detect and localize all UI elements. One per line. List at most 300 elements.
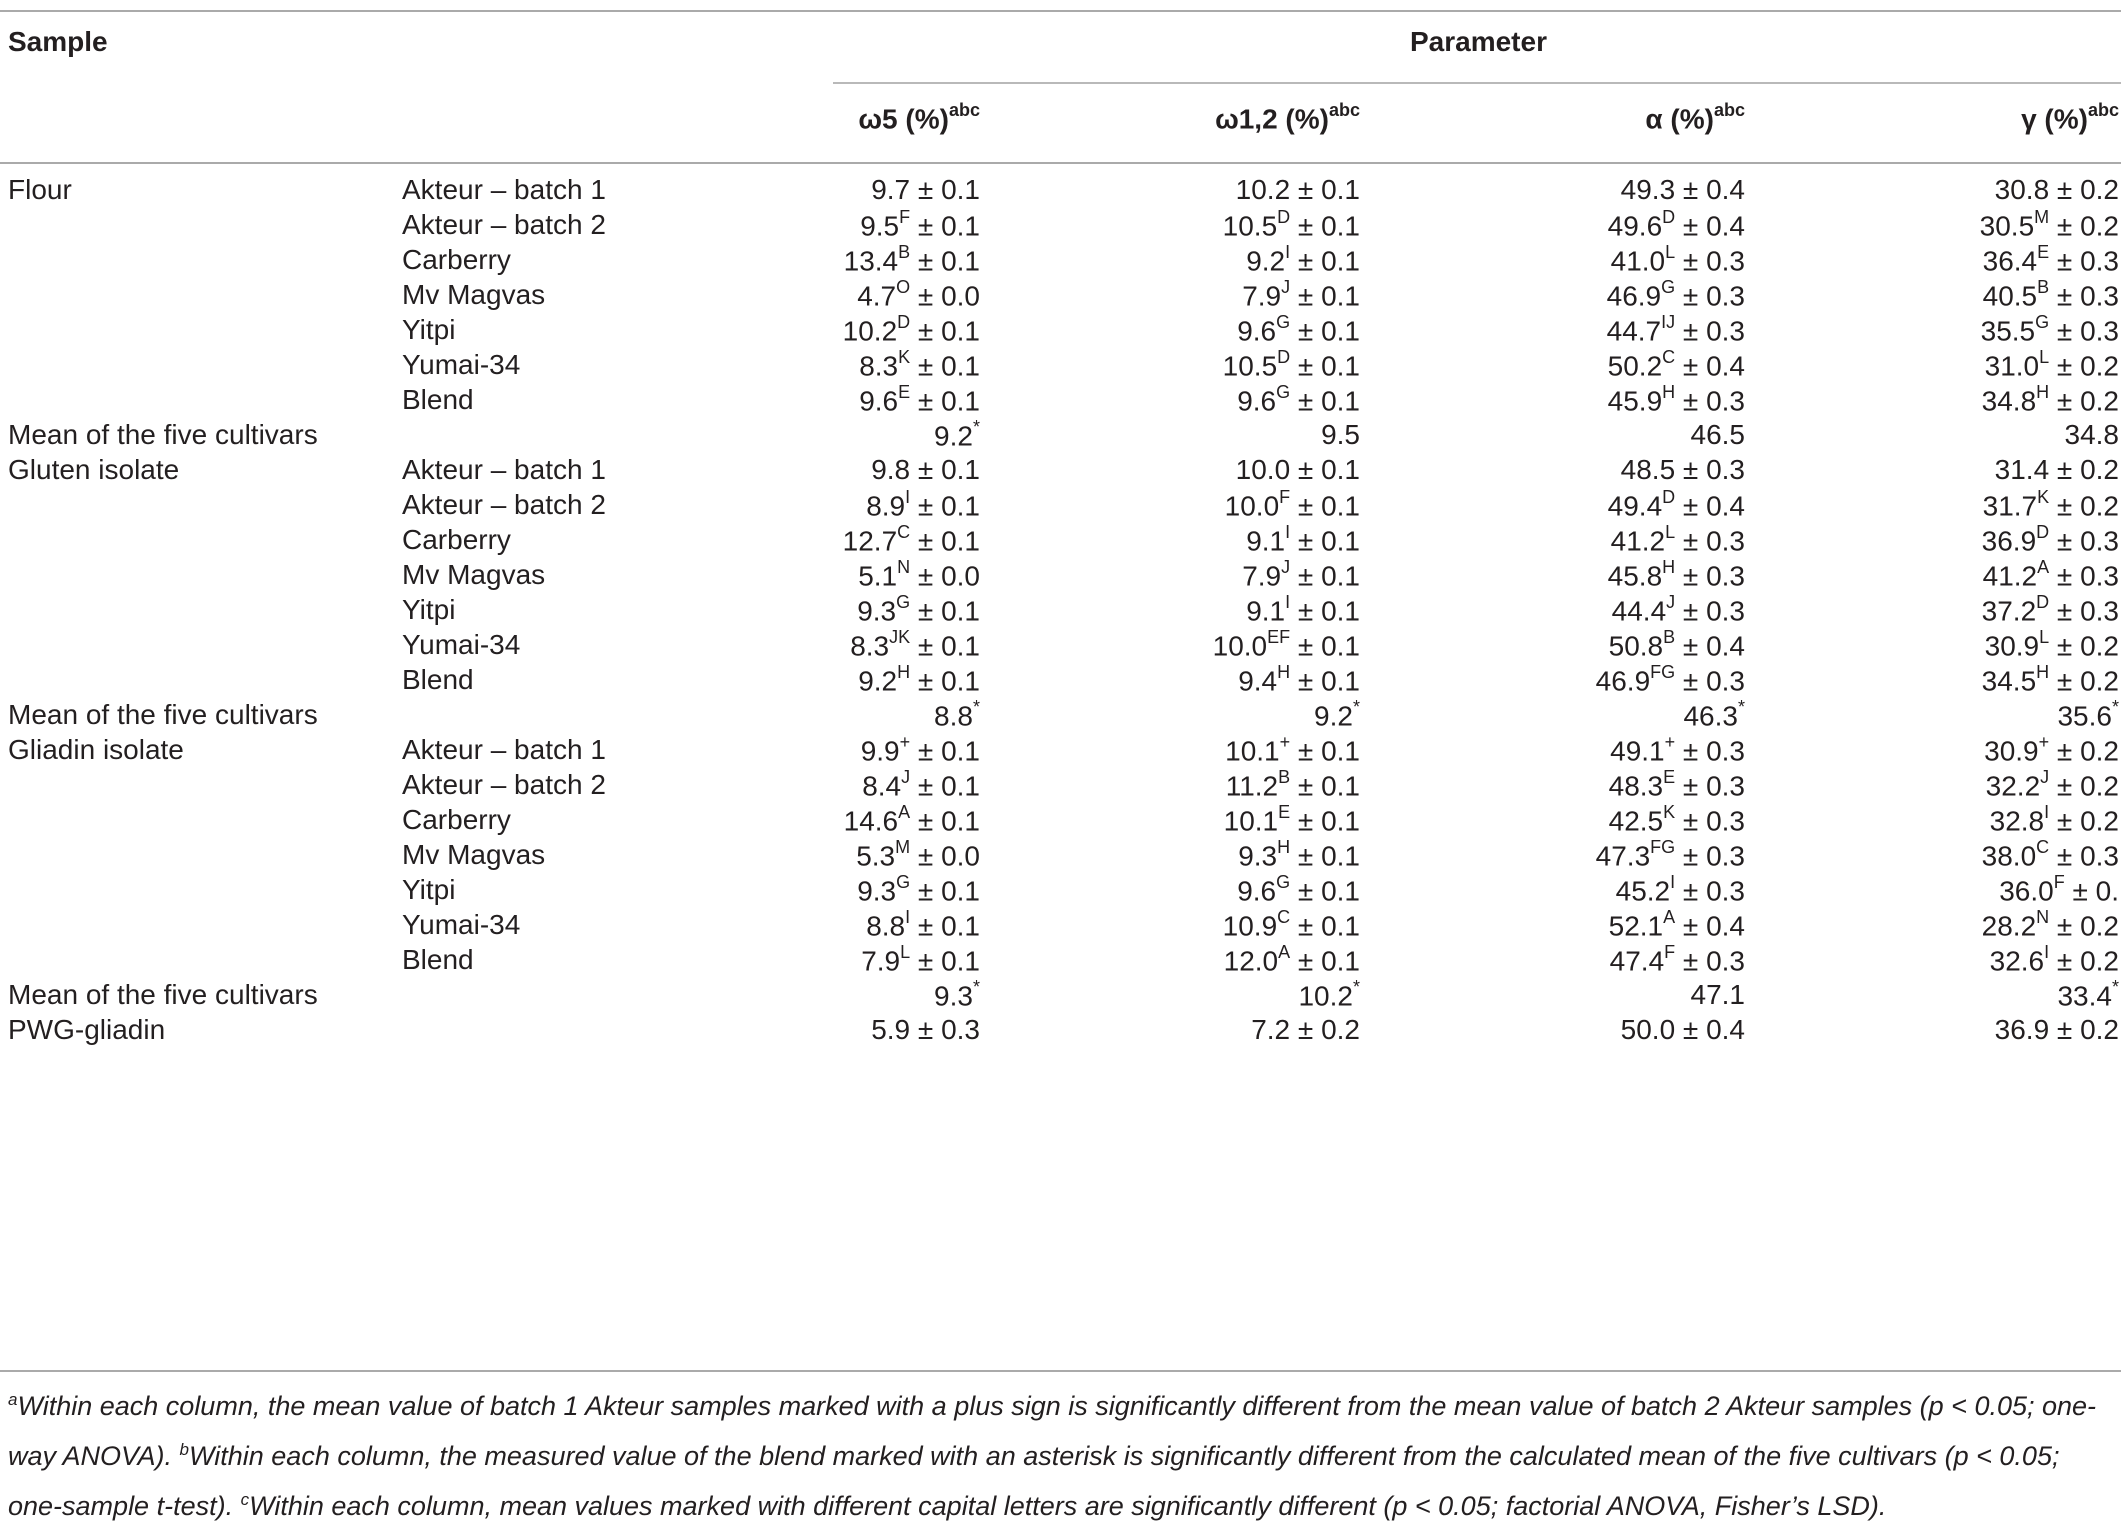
sample-group: Mean of the five cultivars xyxy=(8,979,318,1010)
std-error: ± 0.2 xyxy=(2056,210,2119,242)
significance-letter: C xyxy=(1277,907,1291,927)
column-header-alpha xyxy=(1645,102,1745,135)
mean-value: 28.2 xyxy=(1981,910,2037,942)
mean-value: 12.7 xyxy=(842,525,898,557)
significance-letter: G xyxy=(1276,312,1291,332)
std-error: ± 0.1 xyxy=(917,630,980,662)
significance-letter: D xyxy=(1662,487,1676,507)
significance-letter: I xyxy=(1670,872,1676,892)
sample-name: Blend xyxy=(402,664,474,695)
significance-letter: H xyxy=(1662,557,1676,577)
significance-letter: * xyxy=(972,977,980,997)
std-error: ± 0.2 xyxy=(2056,735,2119,767)
mean-value: 47.3 xyxy=(1595,840,1651,872)
sample-group: Mean of the five cultivars xyxy=(8,699,318,730)
mean-value: 45.2 xyxy=(1615,875,1671,907)
mean-value: 10.9 xyxy=(1222,910,1278,942)
mean-value: 40.5 xyxy=(1982,280,2038,312)
significance-letter: J xyxy=(1281,557,1291,577)
significance-letter: D xyxy=(1662,207,1676,227)
std-error: ± 0.1 xyxy=(1297,490,1360,522)
mean-value: 31.7 xyxy=(1982,490,2038,522)
mean-value: 30.9 xyxy=(1984,630,2040,662)
mean-value: 48.5 xyxy=(1620,454,1676,485)
column-header-label: α (%) xyxy=(1645,103,1714,135)
std-error: ± 0.3 xyxy=(2056,315,2119,347)
mean-value: 9.2 xyxy=(1246,245,1286,277)
std-error: ± 0.3 xyxy=(2056,280,2119,312)
significance-letter: A xyxy=(898,802,911,822)
std-error: ± 0.2 xyxy=(2056,945,2119,977)
std-error: ± 0.3 xyxy=(2056,595,2119,627)
significance-letter: EF xyxy=(1267,627,1291,647)
significance-letter: M xyxy=(2034,207,2050,227)
std-error: ± 0.1 xyxy=(917,665,980,697)
mean-value: 9.3 xyxy=(857,875,897,907)
std-error: ± 0.1 xyxy=(917,350,980,382)
sample-name: Akteur – batch 1 xyxy=(402,454,606,485)
std-error: ± 0.2 xyxy=(2056,1014,2119,1045)
significance-letter: * xyxy=(972,417,980,437)
significance-letter: N xyxy=(2036,907,2050,927)
mean-value: 9.3 xyxy=(934,980,973,1012)
mean-value: 12.0 xyxy=(1223,945,1279,977)
significance-letter: D xyxy=(897,312,911,332)
significance-letter: G xyxy=(896,872,911,892)
sample-name: Yumai-34 xyxy=(402,909,521,940)
significance-letter: K xyxy=(2037,487,2050,507)
std-error: ± 0.4 xyxy=(1682,630,1745,662)
value-cell xyxy=(1691,419,1746,451)
std-error: ± 0.2 xyxy=(2056,385,2119,417)
mean-value: 9.2 xyxy=(934,420,973,452)
mean-value: 7.9 xyxy=(1242,560,1282,592)
std-error: ± 0.1 xyxy=(1297,560,1360,592)
sample-group: Flour xyxy=(8,174,72,205)
std-error: ± 0.1 xyxy=(917,945,980,977)
significance-letter: F xyxy=(2053,872,2065,892)
std-error: ± 0.3 xyxy=(1682,560,1745,592)
std-error: ± 0.1 xyxy=(917,525,980,557)
std-error: ± 0.1 xyxy=(917,385,980,417)
mean-value: 8.4 xyxy=(862,770,902,802)
mean-value: 9.4 xyxy=(1238,665,1278,697)
std-error: ± 0.1 xyxy=(917,315,980,347)
column-header-omega5 xyxy=(858,102,980,135)
mean-value: 8.8 xyxy=(934,700,973,732)
mean-value: 45.9 xyxy=(1607,385,1663,417)
sample-name: Blend xyxy=(402,944,474,975)
std-error: ± 0.1 xyxy=(917,210,980,242)
mean-value: 36.9 xyxy=(1981,525,2037,557)
significance-letter: * xyxy=(2111,697,2119,717)
significance-letter: H xyxy=(1277,662,1291,682)
mean-value: 32.6 xyxy=(1989,945,2045,977)
footnotes xyxy=(8,1378,2118,1528)
significance-letter: C xyxy=(897,522,911,542)
significance-letter: I xyxy=(2044,942,2050,962)
mean-value: 10.2 xyxy=(1298,980,1353,1012)
std-error: ± 0.0 xyxy=(917,560,980,592)
mean-value: 52.1 xyxy=(1608,910,1664,942)
significance-letter: G xyxy=(896,592,911,612)
significance-letter: FG xyxy=(1650,662,1676,682)
significance-letter: * xyxy=(1737,697,1745,717)
value-cell xyxy=(871,1014,980,1046)
mean-value: 41.2 xyxy=(1610,525,1666,557)
std-error: ± 0.4 xyxy=(1682,350,1745,382)
significance-letter: I xyxy=(2044,802,2050,822)
column-header-sup: abc xyxy=(1328,100,1360,120)
mean-value: 11.2 xyxy=(1225,770,1279,802)
std-error: ± 0.1 xyxy=(917,245,980,277)
significance-letter: + xyxy=(1279,732,1291,752)
significance-letter: * xyxy=(2111,977,2119,997)
significance-letter: K xyxy=(1663,802,1676,822)
std-error: ± 0.1 xyxy=(917,490,980,522)
mean-value: 36.4 xyxy=(1982,245,2038,277)
mean-value: 9.8 xyxy=(871,454,911,485)
sample-name: Mv Magvas xyxy=(402,279,546,310)
significance-letter: L xyxy=(2039,627,2050,647)
std-error: ± 0.1 xyxy=(917,174,980,205)
mean-value: 50.0 xyxy=(1620,1014,1676,1045)
mean-value: 49.3 xyxy=(1620,174,1676,205)
column-header-gamma xyxy=(2021,102,2119,135)
mean-value: 36.9 xyxy=(1994,1014,2050,1045)
mean-value: 38.0 xyxy=(1981,840,2037,872)
significance-letter: * xyxy=(972,697,980,717)
mean-value: 41.0 xyxy=(1610,245,1666,277)
value-cell xyxy=(1236,454,1360,486)
mean-value: 50.2 xyxy=(1607,350,1663,382)
value-cell xyxy=(1995,174,2119,206)
mean-value: 34.8 xyxy=(2064,419,2119,450)
std-error: ± 0.3 xyxy=(1682,454,1745,485)
significance-letter: E xyxy=(1663,767,1676,787)
mean-value: 37.2 xyxy=(1981,595,2037,627)
sample-name: Blend xyxy=(402,384,474,415)
std-error: ± 0.1 xyxy=(1297,595,1360,627)
footnote-text: Within each column, the mean value of batch 1 Akteur samples marked with a plus sign is significantly different from the mean value of batch 2 Akteur samples (p < 0.05; one-way ANOVA). xyxy=(8,1391,2097,1471)
significance-letter: K xyxy=(898,347,911,367)
std-error: ± 0.2 xyxy=(2056,490,2119,522)
mean-value: 10.2 xyxy=(842,315,898,347)
sample-name: Yitpi xyxy=(402,594,456,625)
significance-letter: H xyxy=(1662,382,1676,402)
significance-letter: L xyxy=(2039,347,2050,367)
std-error: ± 0.3 xyxy=(1682,770,1745,802)
significance-letter: D xyxy=(2036,522,2050,542)
mean-value: 10.1 xyxy=(1223,805,1279,837)
std-error: ± 0.3 xyxy=(1682,665,1745,697)
mean-value: 34.5 xyxy=(1981,665,2037,697)
std-error: ± 0.1 xyxy=(1297,245,1360,277)
value-cell xyxy=(2065,419,2120,451)
header-bottom-rule xyxy=(0,162,2121,164)
mean-value: 8.3 xyxy=(850,630,890,662)
std-error: ± 0.1 xyxy=(917,910,980,942)
column-header-omega12 xyxy=(1215,102,1360,135)
significance-letter: A xyxy=(1278,942,1291,962)
std-error: ± 0.3 xyxy=(1682,245,1745,277)
significance-letter: FG xyxy=(1650,837,1676,857)
significance-letter: C xyxy=(2036,837,2050,857)
column-header-sup: abc xyxy=(1713,100,1745,120)
mean-value: 7.2 xyxy=(1251,1014,1291,1045)
mean-value: 49.1 xyxy=(1610,735,1665,767)
mean-value: 35.5 xyxy=(1980,315,2036,347)
mean-value: 9.2 xyxy=(1314,700,1353,732)
std-error: ± 0.0 xyxy=(917,840,980,872)
mean-value: 8.3 xyxy=(859,350,899,382)
std-error: ± 0.0 xyxy=(917,280,980,312)
mean-value: 5.9 xyxy=(871,1014,911,1045)
std-error: ± 0.3 xyxy=(1682,385,1745,417)
significance-letter: F xyxy=(899,207,911,227)
sample-name: Akteur – batch 1 xyxy=(402,734,606,765)
mean-value: 10.0 xyxy=(1224,490,1280,522)
std-error: ± 0.4 xyxy=(1682,1014,1745,1045)
significance-letter: D xyxy=(2036,592,2050,612)
std-error: ± 0.3 xyxy=(1682,840,1745,872)
std-error: ± 0.1 xyxy=(1297,385,1360,417)
std-error: ± 0.1 xyxy=(1297,315,1360,347)
significance-letter: C xyxy=(1662,347,1676,367)
mean-value: 35.6 xyxy=(2057,700,2112,732)
column-header-sup: abc xyxy=(948,100,980,120)
sample-name: Yumai-34 xyxy=(402,629,521,660)
std-error: ± 0.1 xyxy=(1297,210,1360,242)
std-error: ± 0.2 xyxy=(2056,174,2119,205)
value-cell xyxy=(1621,1014,1745,1046)
mean-value: 47.1 xyxy=(1690,979,1745,1010)
mean-value: 30.5 xyxy=(1979,210,2035,242)
mean-value: 41.2 xyxy=(1982,560,2038,592)
mean-value: 4.7 xyxy=(857,280,897,312)
mean-value: 10.2 xyxy=(1235,174,1291,205)
mean-value: 9.3 xyxy=(1238,840,1278,872)
footnote-text: Within each column, the measured value of the blend marked with an asterisk is significantly different from the calculated mean of the five cultivars (p < 0.05; one-sample t-test). xyxy=(8,1441,2060,1521)
mean-value: 7.9 xyxy=(861,945,901,977)
parameter-header: Parameter xyxy=(1410,26,1547,57)
significance-letter: E xyxy=(2037,242,2050,262)
value-cell xyxy=(1321,419,1360,451)
std-error: ± 0.3 xyxy=(1682,315,1745,347)
significance-letter: G xyxy=(1276,872,1291,892)
significance-letter: H xyxy=(2036,662,2050,682)
std-error: ± 0.4 xyxy=(1682,910,1745,942)
mean-value: 50.8 xyxy=(1608,630,1664,662)
significance-letter: + xyxy=(899,732,911,752)
std-error: ± 0.1 xyxy=(1297,805,1360,837)
significance-letter: J xyxy=(1281,277,1291,297)
significance-letter: D xyxy=(1277,207,1291,227)
mean-value: 8.8 xyxy=(866,910,906,942)
std-error: ± 0.3 xyxy=(1682,595,1745,627)
significance-letter: M xyxy=(895,837,911,857)
significance-letter: I xyxy=(905,487,911,507)
mean-value: 10.1 xyxy=(1225,735,1280,767)
std-error: ± 0.2 xyxy=(2056,665,2119,697)
mean-value: 9.2 xyxy=(858,665,898,697)
std-error: ± 0.1 xyxy=(1297,630,1360,662)
std-error: ± 0.2 xyxy=(2056,910,2119,942)
mean-value: 10.5 xyxy=(1222,350,1278,382)
mean-value: 30.8 xyxy=(1994,174,2050,205)
value-cell xyxy=(871,454,980,486)
significance-letter: * xyxy=(1352,697,1360,717)
significance-letter: L xyxy=(900,942,911,962)
mean-value: 9.9 xyxy=(860,735,900,767)
std-error: ± 0.4 xyxy=(1682,490,1745,522)
std-error: ± 0.3 xyxy=(1682,280,1745,312)
std-error: ± 0.3 xyxy=(1682,875,1745,907)
mean-value: 44.4 xyxy=(1611,595,1667,627)
significance-letter: I xyxy=(1285,592,1291,612)
significance-letter: B xyxy=(898,242,911,262)
sample-name: Yitpi xyxy=(402,314,456,345)
column-header-label: γ (%) xyxy=(2021,103,2088,135)
std-error: ± 0.3 xyxy=(1682,525,1745,557)
significance-letter: F xyxy=(1664,942,1676,962)
std-error: ± 0.4 xyxy=(1682,210,1745,242)
mean-value: 5.3 xyxy=(856,840,896,872)
mean-value: 46.9 xyxy=(1606,280,1662,312)
std-error: ± 0.2 xyxy=(2056,454,2119,485)
std-error: ± 0.1 xyxy=(1297,770,1360,802)
mean-value: 13.4 xyxy=(843,245,899,277)
mean-value: 9.6 xyxy=(859,385,899,417)
mean-value: 9.6 xyxy=(1237,385,1277,417)
significance-letter: A xyxy=(1663,907,1676,927)
std-error: ± 0.2 xyxy=(2056,805,2119,837)
sample-group: PWG-gliadin xyxy=(8,1014,166,1045)
footnote-mark: c xyxy=(240,1490,250,1509)
std-error: ± 0. xyxy=(2072,875,2119,907)
std-error: ± 0.3 xyxy=(917,1014,980,1045)
footnote-mark: b xyxy=(179,1440,190,1459)
column-header-sup: abc xyxy=(2087,100,2119,120)
std-error: ± 0.1 xyxy=(917,770,980,802)
std-error: ± 0.2 xyxy=(2056,770,2119,802)
sample-name: Yitpi xyxy=(402,874,456,905)
std-error: ± 0.2 xyxy=(1297,1014,1360,1045)
std-error: ± 0.1 xyxy=(1297,454,1360,485)
sample-name: Carberry xyxy=(402,524,511,555)
std-error: ± 0.3 xyxy=(2056,840,2119,872)
table-row xyxy=(0,1008,2121,1056)
mean-value: 46.9 xyxy=(1595,665,1651,697)
std-error: ± 0.1 xyxy=(1297,174,1360,205)
column-header-label: ω5 (%) xyxy=(858,103,949,135)
mean-value: 9.1 xyxy=(1246,595,1286,627)
std-error: ± 0.1 xyxy=(1297,350,1360,382)
sample-name: Yumai-34 xyxy=(402,349,521,380)
mean-value: 32.2 xyxy=(1985,770,2041,802)
significance-letter: I xyxy=(905,907,911,927)
mean-value: 44.7 xyxy=(1606,315,1662,347)
mean-value: 5.1 xyxy=(858,560,898,592)
std-error: ± 0.2 xyxy=(2056,350,2119,382)
sample-group: Gluten isolate xyxy=(8,454,180,485)
mean-value: 31.0 xyxy=(1984,350,2040,382)
table-top-rule xyxy=(0,10,2121,12)
std-error: ± 0.3 xyxy=(1682,805,1745,837)
sample-name: Akteur – batch 2 xyxy=(402,769,606,800)
value-cell xyxy=(1995,1014,2119,1046)
value-cell xyxy=(1236,174,1360,206)
std-error: ± 0.3 xyxy=(2056,560,2119,592)
mean-value: 9.3 xyxy=(857,595,897,627)
std-error: ± 0.3 xyxy=(1682,735,1745,767)
value-cell xyxy=(1251,1014,1360,1046)
sample-header: Sample xyxy=(8,26,108,57)
mean-value: 10.0 xyxy=(1212,630,1268,662)
significance-letter: G xyxy=(1661,277,1676,297)
mean-value: 31.4 xyxy=(1994,454,2050,485)
mean-value: 34.8 xyxy=(1981,385,2037,417)
std-error: ± 0.1 xyxy=(1297,735,1360,767)
mean-value: 46.3 xyxy=(1683,700,1738,732)
mean-value: 46.5 xyxy=(1690,419,1745,450)
std-error: ± 0.3 xyxy=(2056,525,2119,557)
significance-letter: F xyxy=(1279,487,1291,507)
significance-letter: G xyxy=(2035,312,2050,332)
significance-letter: B xyxy=(1663,627,1676,647)
std-error: ± 0.1 xyxy=(1297,840,1360,872)
footnote-text: Within each column, mean values marked with different capital letters are significantly different (p < 0.05; factorial ANOVA, Fisher’s LSD). xyxy=(249,1491,1887,1521)
mean-value: 33.4 xyxy=(2057,980,2112,1012)
mean-value: 10.0 xyxy=(1235,454,1291,485)
std-error: ± 0.3 xyxy=(2056,245,2119,277)
std-error: ± 0.3 xyxy=(1682,945,1745,977)
sample-group: Mean of the five cultivars xyxy=(8,419,318,450)
mean-value: 9.5 xyxy=(860,210,900,242)
mean-value: 42.5 xyxy=(1608,805,1664,837)
significance-letter: E xyxy=(898,382,911,402)
std-error: ± 0.1 xyxy=(1297,875,1360,907)
mean-value: 47.4 xyxy=(1609,945,1665,977)
table-bottom-rule xyxy=(0,1370,2121,1372)
mean-value: 48.3 xyxy=(1608,770,1664,802)
significance-letter: H xyxy=(897,662,911,682)
std-error: ± 0.1 xyxy=(1297,910,1360,942)
significance-letter: IJ xyxy=(1661,312,1676,332)
mean-value: 9.1 xyxy=(1246,525,1286,557)
std-error: ± 0.1 xyxy=(1297,665,1360,697)
significance-letter: O xyxy=(896,277,911,297)
significance-letter: JK xyxy=(889,627,911,647)
significance-letter: + xyxy=(2038,732,2050,752)
significance-letter: I xyxy=(1285,522,1291,542)
significance-letter: * xyxy=(1352,977,1360,997)
significance-letter: B xyxy=(1278,767,1291,787)
significance-letter: H xyxy=(2036,382,2050,402)
significance-letter: N xyxy=(897,557,911,577)
significance-letter: J xyxy=(901,767,911,787)
std-error: ± 0.1 xyxy=(917,595,980,627)
significance-letter: A xyxy=(2037,557,2050,577)
mean-value: 36.0 xyxy=(1999,875,2054,907)
value-cell xyxy=(1691,979,1746,1011)
std-error: ± 0.4 xyxy=(1682,174,1745,205)
std-error: ± 0.1 xyxy=(1297,280,1360,312)
value-cell xyxy=(871,174,980,206)
mean-value: 32.8 xyxy=(1989,805,2045,837)
mean-value: 30.9 xyxy=(1984,735,2039,767)
column-header-label: ω1,2 (%) xyxy=(1215,103,1329,135)
